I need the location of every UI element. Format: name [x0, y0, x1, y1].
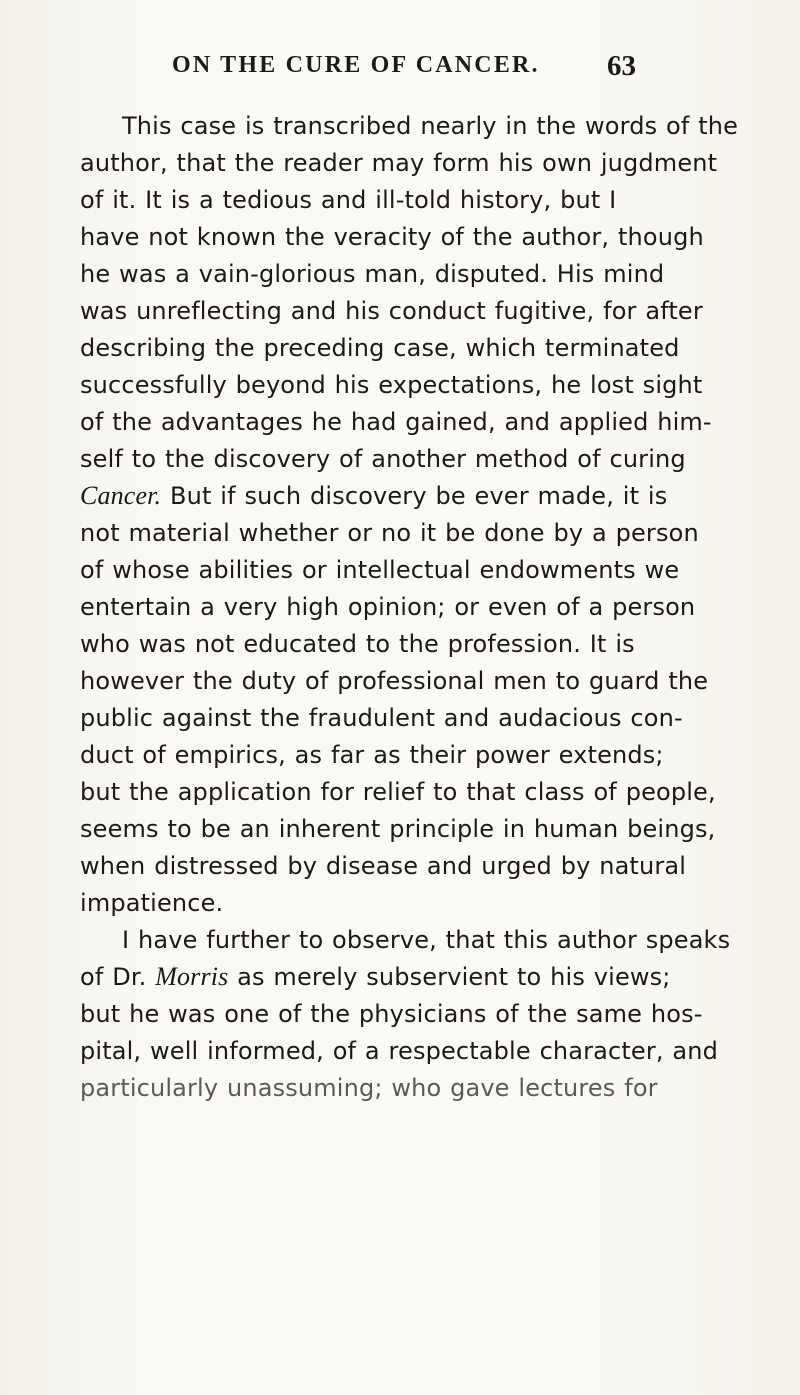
running-head [0, 52, 800, 92]
text-line-11-rest: But if such discovery be ever made, it is [161, 482, 668, 510]
text-line-06: was unreflecting and his conduct fugitive, for after [80, 297, 703, 325]
text-line-23: I have further to observe, that this author speaks [122, 926, 731, 954]
text-line-09: of the advantages he had gained, and applied him- [80, 408, 712, 436]
text-line-24-start: of Dr. [80, 963, 156, 991]
text-line-10: self to the discovery of another method of curing [80, 445, 686, 473]
text-line-16: however the duty of professional men to guard the [80, 667, 709, 695]
text-line-03: of it. It is a tedious and ill-told history, but I [80, 186, 617, 214]
text-line-19: but the application for relief to that class of people, [80, 778, 716, 806]
text-line-22: impatience. [80, 889, 224, 917]
italic-word-cancer: Cancer. [80, 481, 162, 510]
running-title: ON THE CURE OF CANCER. [172, 52, 540, 78]
text-line-14: entertain a very high opinion; or even of a person [80, 593, 696, 621]
text-line-21: when distressed by disease and urged by natural [80, 852, 687, 880]
text-line-11 [80, 478, 667, 514]
text-line-24-rest: as merely subservient to his views; [228, 963, 671, 991]
text-line-13: of whose abilities or intellectual endowments we [80, 556, 680, 584]
text-line-18: duct of empirics, as far as their power extends; [80, 741, 664, 769]
italic-name-morris: Morris [155, 962, 229, 991]
text-line-07: describing the preceding case, which terminated [80, 334, 680, 362]
text-line-24 [80, 959, 671, 995]
text-line-20: seems to be an inherent principle in human beings, [80, 815, 716, 843]
text-line-15: who was not educated to the profession. It is [80, 630, 635, 658]
page-number: 63 [607, 50, 636, 82]
text-line-02: author, that the reader may form his own jugdment [80, 149, 718, 177]
text-line-27: particularly unassuming; who gave lectures for [80, 1074, 658, 1102]
text-line-04: have not known the veracity of the author, though [80, 223, 704, 251]
text-line-08: successfully beyond his expectations, he lost sight [80, 371, 703, 399]
text-line-26: pital, well informed, of a respectable character, and [80, 1037, 719, 1065]
text-line-17: public against the fraudulent and audacious con- [80, 704, 683, 732]
text-line-25: but he was one of the physicians of the same hos- [80, 1000, 703, 1028]
text-line-01: This case is transcribed nearly in the words of the [122, 112, 739, 140]
text-line-05: he was a vain-glorious man, disputed. His mind [80, 260, 665, 288]
text-line-12: not material whether or no it be done by a person [80, 519, 699, 547]
